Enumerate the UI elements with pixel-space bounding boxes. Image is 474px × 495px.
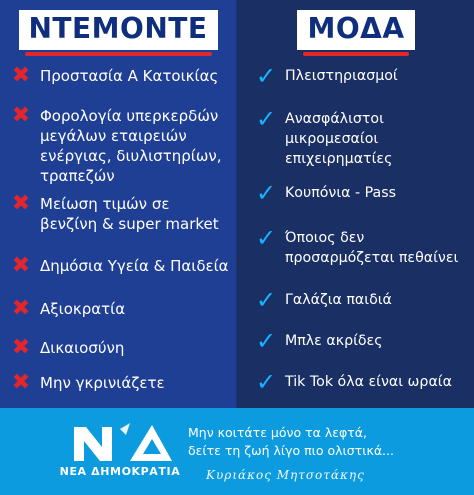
party-logo — [56, 406, 184, 481]
right-item — [255, 62, 398, 90]
right-item-text: Ανασφάλιστοι μικρομεσαίοι επιχειρηματίες — [285, 111, 393, 167]
check-icon: ✓ — [255, 179, 277, 207]
x-icon: ✖ — [11, 335, 31, 360]
right-item — [255, 179, 397, 207]
left-item — [10, 335, 125, 360]
left-item-text: Προστασία Α Κατοικίας — [40, 67, 219, 85]
right-item-text: Πλειστηριασμοί — [285, 68, 398, 84]
x-icon: ✖ — [11, 63, 31, 88]
left-item-text: Αξιοκρατία — [40, 300, 126, 318]
right-item-text: Tik Tok όλα είναι ωραία — [285, 374, 452, 390]
right-item — [255, 286, 392, 314]
footer-quote-line-1: Μην κοιτάτε μόνο τα λεφτά, — [188, 425, 368, 440]
left-item — [10, 191, 219, 234]
left-title-label: ΝΤΕΜΟΝΤΕ — [19, 10, 218, 50]
footer-quote-line-2: δείτε τη ζωή λίγο πιο ολιστικά... — [188, 443, 394, 458]
left-item — [10, 63, 219, 88]
check-icon: ✓ — [255, 62, 277, 90]
right-item-text: Μπλε ακρίδες — [285, 333, 383, 349]
x-icon: ✖ — [11, 191, 31, 216]
column-divider — [236, 0, 238, 408]
check-icon: ✓ — [255, 286, 277, 314]
right-item-text: Κουπόνια - Pass — [285, 185, 397, 201]
party-logo-mark — [68, 406, 173, 465]
left-item — [10, 103, 222, 186]
party-logo-mark-text: ΝΔ — [68, 406, 91, 425]
left-item-text: Δικαιοσύνη — [40, 339, 125, 357]
party-name: ΝΕΑ ΔΗΜΟΚΡΑΤΙΑ — [59, 465, 181, 478]
x-icon: ✖ — [11, 296, 31, 321]
left-item-text: Μην γκρινιάζετε — [40, 374, 165, 392]
left-item — [10, 370, 165, 395]
right-item-text: Γαλάζια παιδιά — [285, 292, 392, 308]
right-item — [255, 105, 393, 169]
check-icon: ✓ — [255, 327, 277, 355]
left-item-text: Μείωση τιμών σε βενζίνη & super market — [40, 195, 219, 233]
right-item-text: Όποιος δεν προσαρμόζεται πεθαίνει — [285, 230, 459, 266]
check-icon: ✓ — [255, 368, 277, 396]
left-item — [10, 253, 229, 278]
x-icon: ✖ — [11, 370, 31, 395]
signature: Κυριάκος Μητσοτάκης — [206, 468, 365, 482]
left-item — [10, 296, 126, 321]
check-icon: ✓ — [255, 224, 277, 252]
right-item — [255, 368, 452, 396]
left-item-text: Φορολογία υπερκερδών μεγάλων εταιρειών ενέργιας, διυλιστηρίων, τραπεζών — [40, 107, 222, 185]
x-icon: ✖ — [11, 103, 31, 128]
right-title-label: ΜΟΔΑ — [297, 10, 414, 50]
left-title — [18, 10, 218, 50]
check-icon: ✓ — [255, 105, 277, 133]
left-item-text: Δημόσια Υγεία & Παιδεία — [40, 257, 229, 275]
right-item — [255, 224, 459, 268]
right-title — [276, 10, 436, 50]
right-item — [255, 327, 383, 355]
footer-quote — [188, 424, 468, 460]
x-icon: ✖ — [11, 253, 31, 278]
